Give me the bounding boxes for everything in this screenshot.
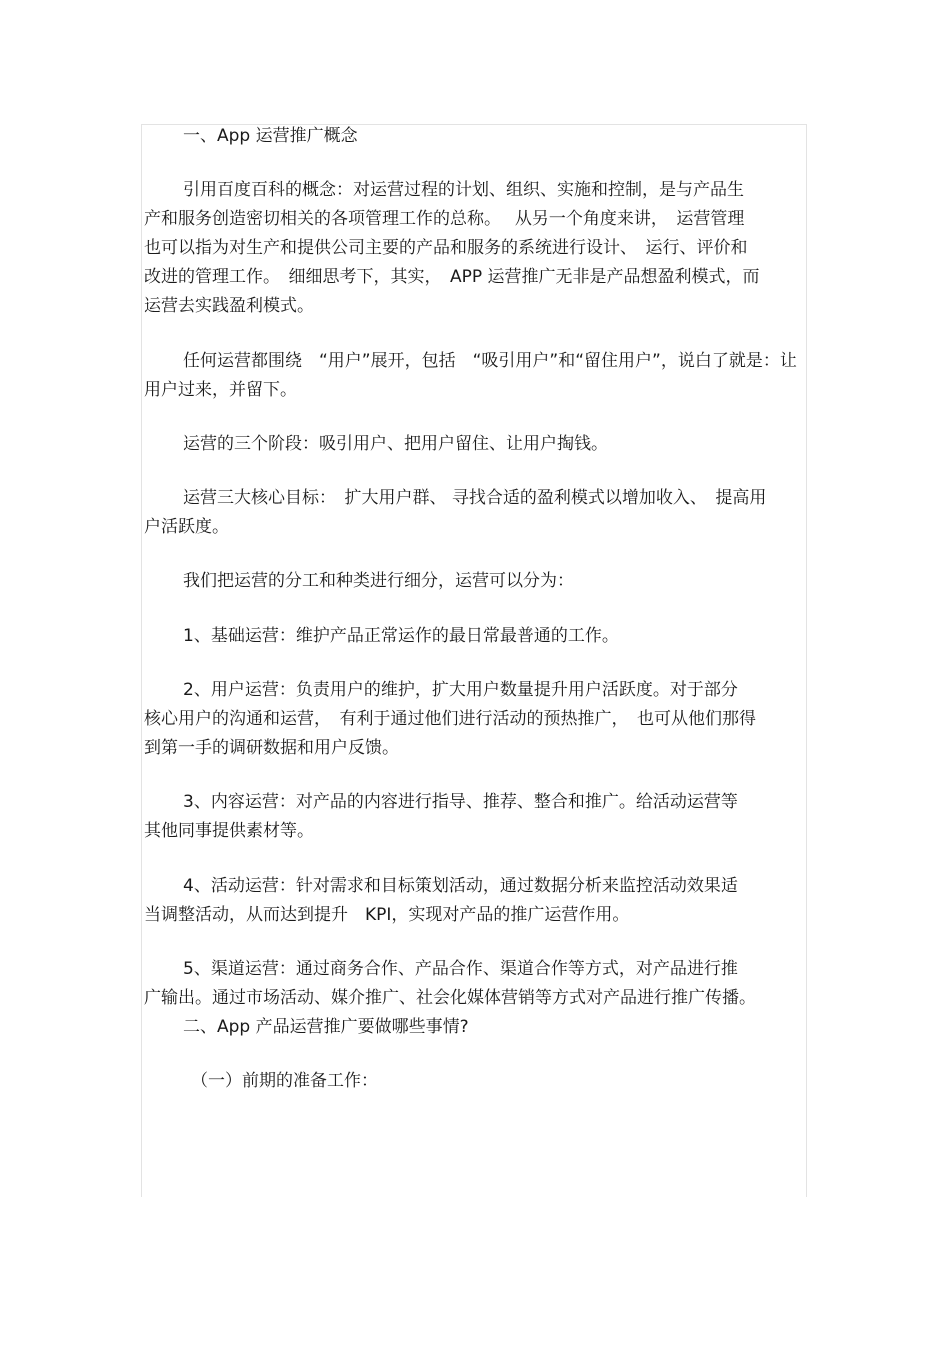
paragraph-line: 任何运营都围绕 “用户”展开，包括 “吸引用户”和“留住用户”，说白了就是：让: [183, 351, 797, 371]
paragraph-line: 当调整活动，从而达到提升 KPI，实现对产品的推广运营作用。: [144, 905, 630, 925]
paragraph-line: 其他同事提供素材等。: [144, 821, 314, 841]
paragraph-line: 到第一手的调研数据和用户反馈。: [144, 738, 399, 758]
list-item-content-ops: 3、内容运营：对产品的内容进行指导、推荐、整合和推广。给活动运营等: [183, 792, 738, 812]
list-item-basic-ops: 1、基础运营：维护产品正常运作的最日常最普通的工作。: [183, 626, 619, 646]
paragraph-line: 运营的三个阶段：吸引用户、把用户留住、让用户掏钱。: [183, 434, 608, 454]
paragraph-line: 核心用户的沟通和运营， 有利于通过他们进行活动的预热推广， 也可从他们那得: [144, 709, 756, 729]
paragraph-line: 运营三大核心目标： 扩大用户群、 寻找合适的盈利模式以增加收入、 提高用: [183, 488, 767, 508]
paragraph-line: 也可以指为对生产和提供公司主要的产品和服务的系统进行设计、 运行、评价和: [144, 238, 748, 258]
section-heading-1: 一、App 运营推广概念: [183, 126, 358, 146]
paragraph-line: 用户过来，并留下。: [144, 380, 297, 400]
subsection-heading: （一）前期的准备工作：: [191, 1071, 378, 1091]
list-item-channel-ops: 5、渠道运营：通过商务合作、产品合作、渠道合作等方式，对产品进行推: [183, 959, 738, 979]
paragraph-line: 产和服务创造密切相关的各项管理工作的总称。 从另一个角度来讲， 运营管理: [144, 209, 745, 229]
paragraph-line: 户活跃度。: [144, 517, 229, 537]
document-page: [141, 124, 807, 1197]
list-item-activity-ops: 4、活动运营：针对需求和目标策划活动，通过数据分析来监控活动效果适: [183, 876, 738, 896]
paragraph-line: 运营去实践盈利模式。: [144, 296, 314, 316]
paragraph-line: 引用百度百科的概念：对运营过程的计划、组织、实施和控制，是与产品生: [183, 180, 744, 200]
paragraph-line: 改进的管理工作。 细细思考下，其实， APP 运营推广无非是产品想盈利模式，而: [144, 267, 760, 287]
section-heading-2: 二、App 产品运营推广要做哪些事情?: [183, 1017, 469, 1037]
list-item-user-ops: 2、用户运营：负责用户的维护，扩大用户数量提升用户活跃度。对于部分: [183, 680, 738, 700]
paragraph-line: 广输出。通过市场活动、媒介推广、社会化媒体营销等方式对产品进行推广传播。: [144, 988, 756, 1008]
paragraph-line: 我们把运营的分工和种类进行细分，运营可以分为：: [183, 571, 574, 591]
